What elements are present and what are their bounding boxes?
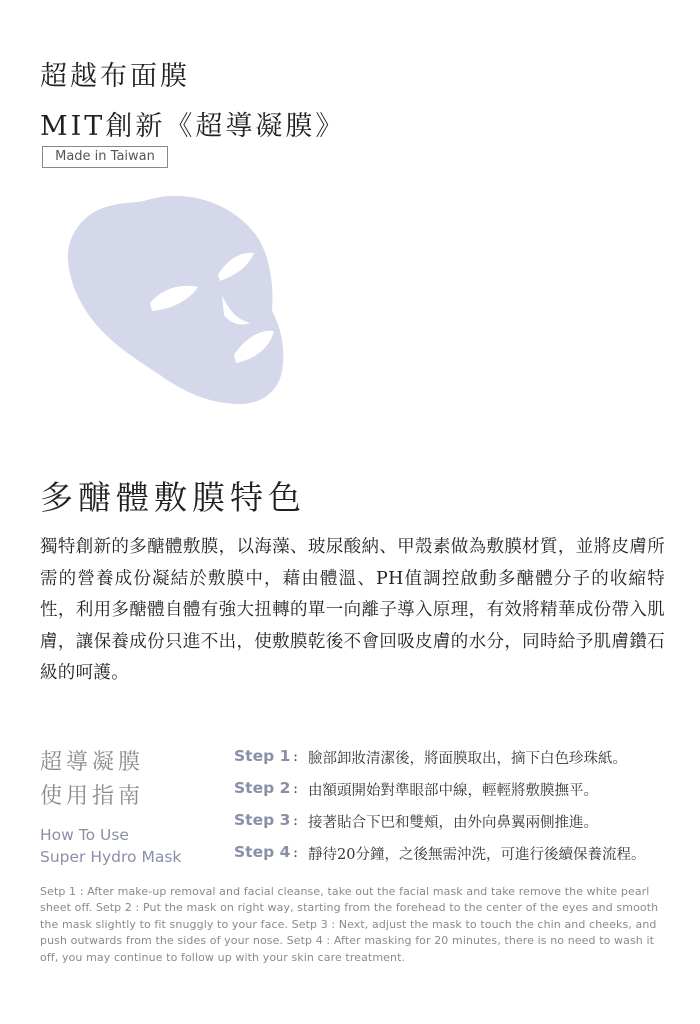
- step-2-text: 由額頭開始對準眼部中線，輕輕將敷膜撫平。: [308, 783, 598, 799]
- step-1-colon: :: [293, 747, 299, 765]
- features-title: 多醣體敷膜特色: [40, 478, 306, 517]
- guide-title-line1: 超導凝膜: [40, 750, 145, 775]
- step-3-label: Step 3: [234, 811, 291, 829]
- how-to-use-label: How To Use: [40, 826, 129, 844]
- step-2-label: Step 2: [234, 779, 291, 797]
- face-mask-icon: [66, 195, 288, 407]
- step-4-label: Step 4: [234, 843, 291, 861]
- step-1-text: 臉部卸妝清潔後，將面膜取出，摘下白色珍珠紙。: [308, 751, 627, 767]
- step-2-colon: :: [293, 779, 299, 797]
- step-3-text: 接著貼合下巴和雙頰，由外向鼻翼兩側推進。: [308, 815, 598, 831]
- step-3-colon: :: [293, 811, 299, 829]
- english-instructions: Setp 1 : After make-up removal and facial cleanse, take out the facial mask and take remove the white pearl sheet off. Setp 2 : Put the mask on right way, starting from the forehead to the center of the eyes and smooth the mask slightly to fit snuggly to your face. Setp 3 : Next, adjust the mask to touch the chin and cheeks, and push outwards from the sides of your nose. Setp 4 : After masking for 20 minutes, there is no need to wash it off, you may continue to follow up with your skin care treatment.: [40, 885, 659, 964]
- features-paragraph: 獨特創新的多醣體敷膜，以海藻、玻尿酸納、甲殼素做為敷膜材質，並將皮膚所需的營養成份凝結於敷膜中，藉由體溫、PH值調控啟動多醣體分子的收縮特性，利用多醣體自體有強大扭轉的單一向離子導入原理，有效將精華成份帶入肌膚，讓保養成份只進不出，使敷膜乾後不會回吸皮膚的水分，同時給予肌膚鑽石級的呵護。: [40, 537, 665, 683]
- step-4-colon: :: [293, 843, 299, 861]
- guide-title-line2: 使用指南: [40, 784, 145, 809]
- step-1-label: Step 1: [234, 747, 291, 765]
- product-subtitle: MIT創新《超導凝膜》: [40, 111, 346, 142]
- made-in-taiwan-badge: Made in Taiwan: [42, 146, 168, 168]
- guide-english-title: [40, 824, 181, 868]
- product-title: 超越布面膜: [40, 61, 190, 92]
- super-hydro-mask-label: Super Hydro Mask: [40, 848, 182, 866]
- step-4-text: 靜待20分鐘，之後無需沖洗，可進行後續保養流程。: [308, 847, 646, 863]
